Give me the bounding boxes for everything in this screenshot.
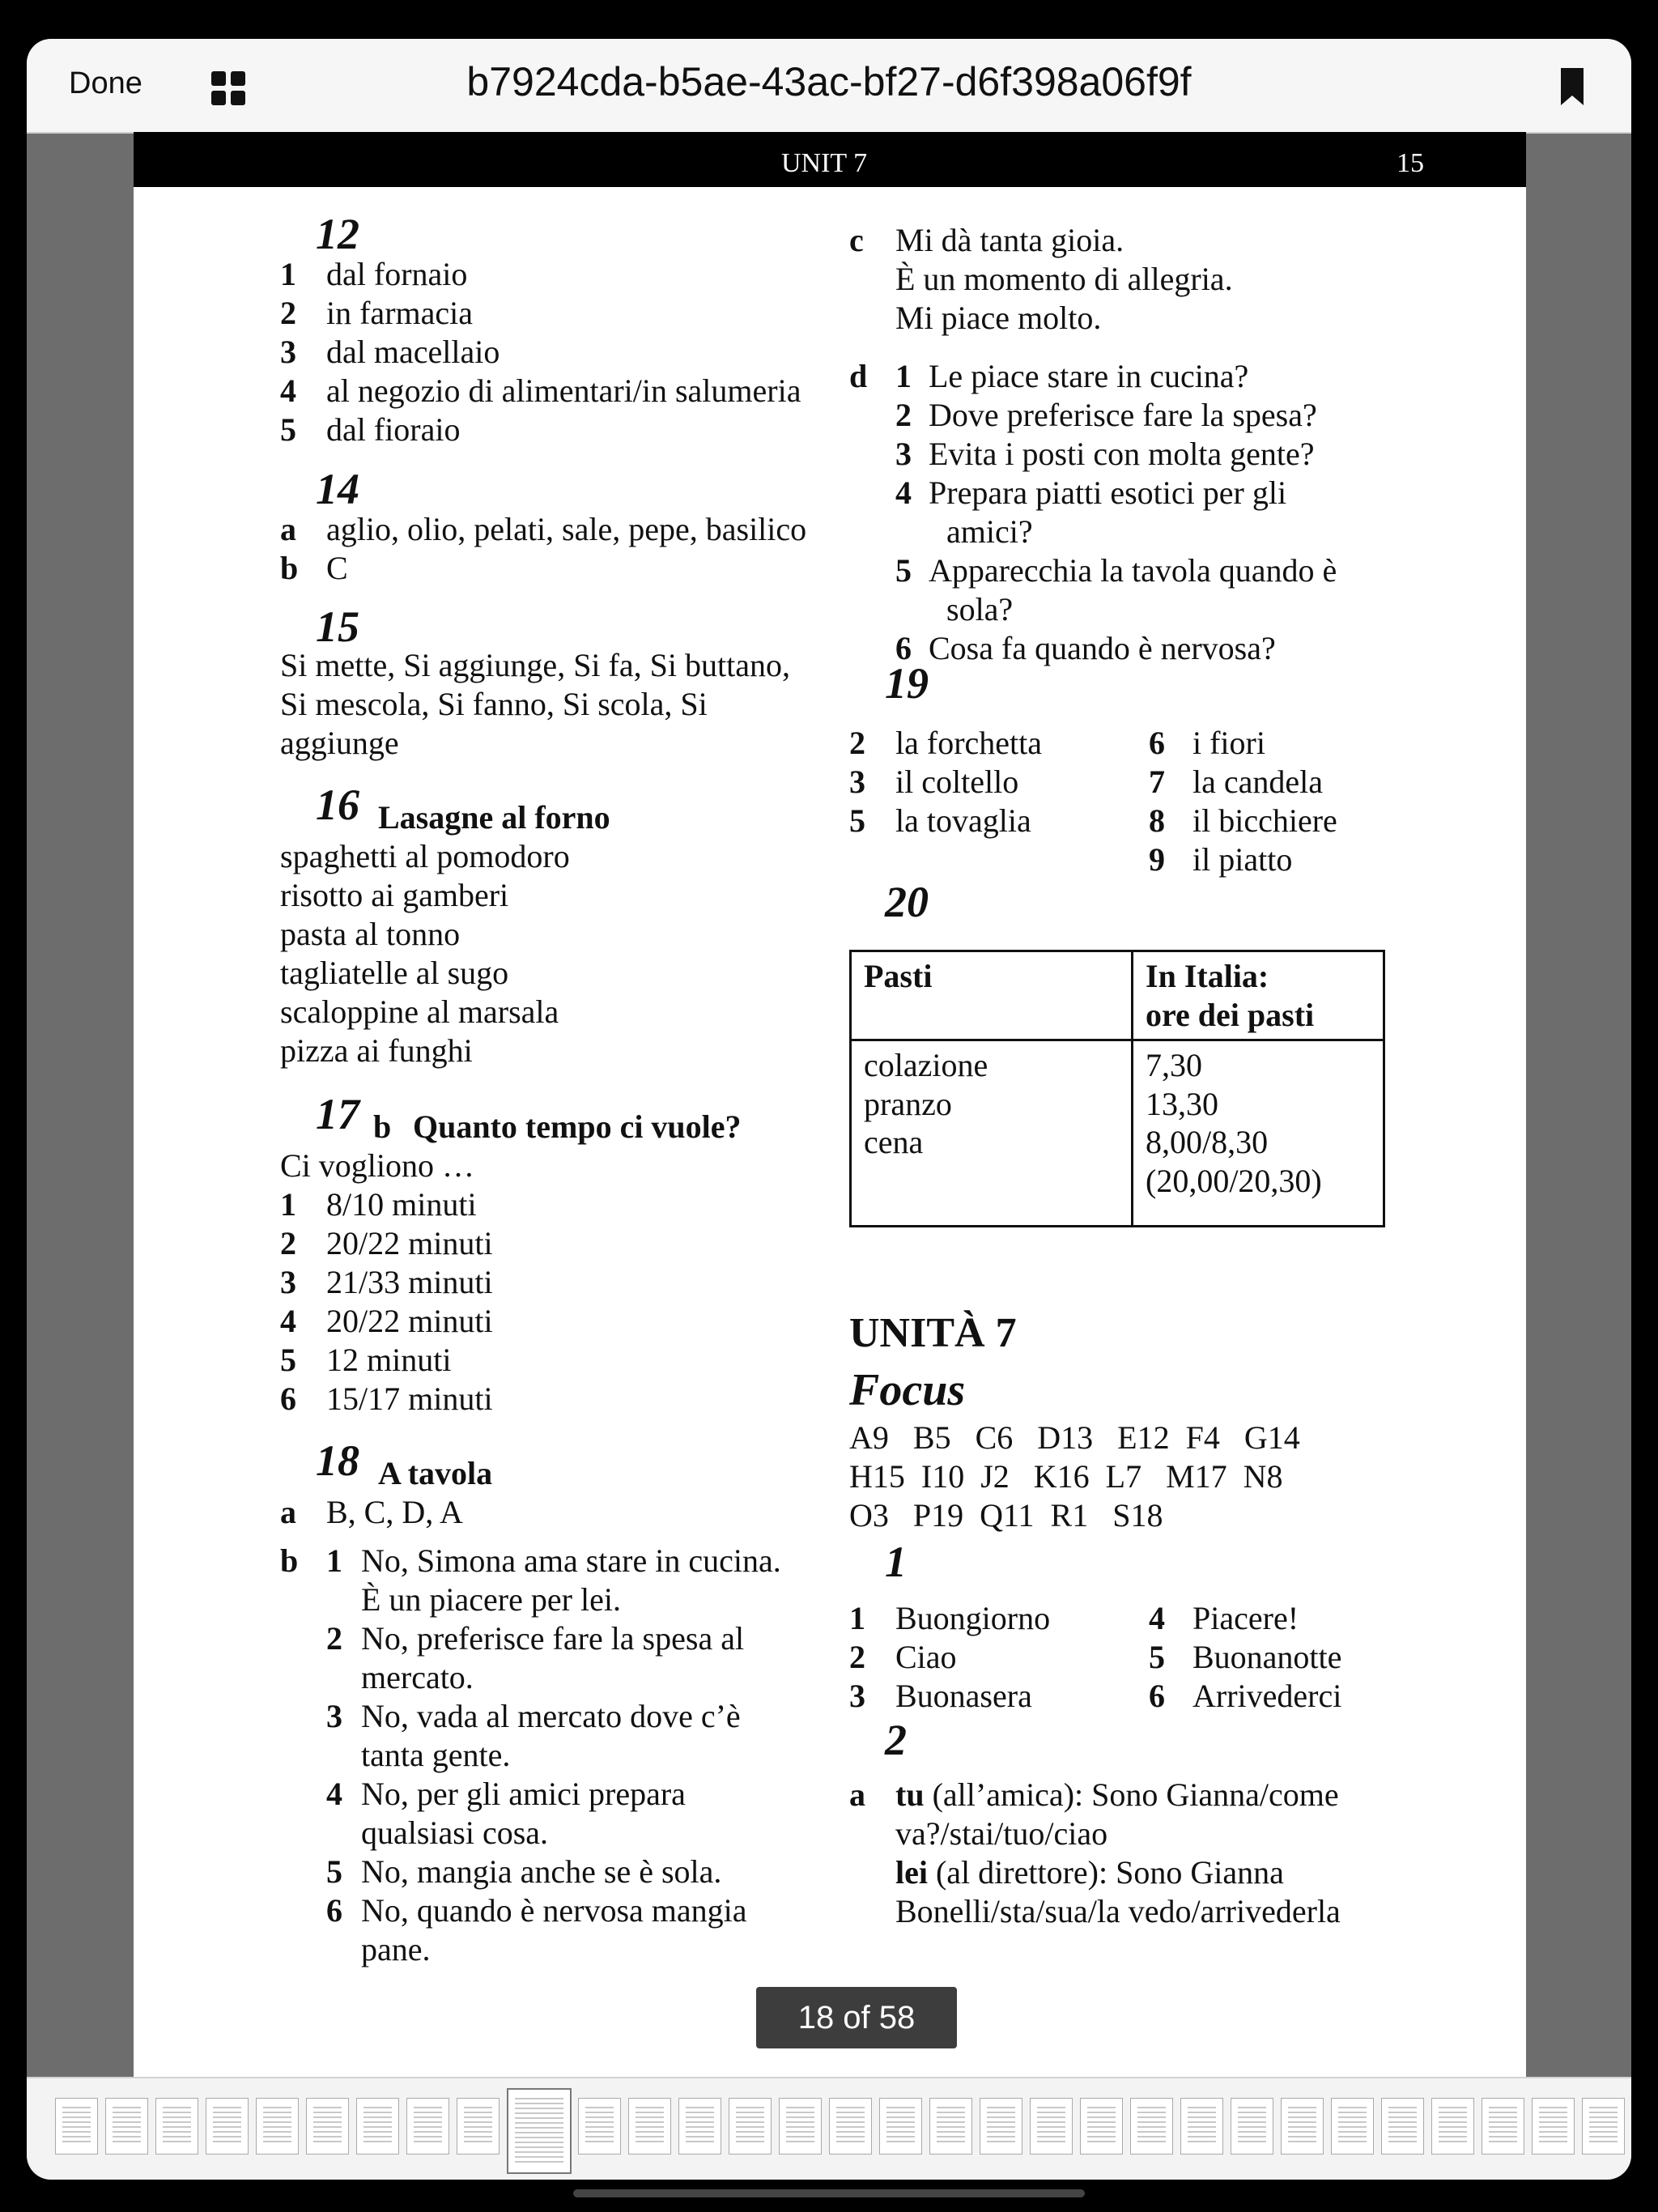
list-item-text: Le piace stare in cucina? (929, 358, 1249, 394)
list-item-text: il piatto (1192, 841, 1293, 878)
page-thumbnail[interactable] (457, 2098, 500, 2155)
focus-heading: Focus (849, 1365, 966, 1415)
list-item: 7 (1149, 764, 1165, 800)
page-thumbnail[interactable] (628, 2098, 671, 2155)
text-line: pizza ai funghi (280, 1032, 473, 1069)
text-line: Mi piace molto. (895, 300, 1102, 336)
list-item-text: No, preferisce fare la spesa al (361, 1620, 745, 1657)
section-title: Lasagne al forno (378, 799, 610, 836)
section-number: 19 (885, 659, 929, 708)
section-number: 15 (316, 602, 359, 651)
page-thumbnail[interactable] (729, 2098, 772, 2155)
list-item-text: 20/22 minuti (326, 1303, 493, 1339)
list-item: 5 (895, 552, 912, 589)
list-item-text: No, Simona ama stare in cucina. (361, 1542, 781, 1579)
list-item-text: Apparecchia la tavola quando è (929, 552, 1337, 589)
list-item: a (849, 1776, 865, 1813)
table-row (851, 1040, 1384, 1227)
page-thumbnail[interactable] (1281, 2098, 1324, 2155)
list-item: 3 (849, 1678, 865, 1714)
text-line: tagliatelle al sugo (280, 955, 509, 991)
list-item: 5 (280, 1342, 296, 1378)
list-item: 1 (280, 1186, 296, 1223)
list-item-text: Evita i posti con molta gente? (929, 436, 1315, 472)
list-item-text: il coltello (895, 764, 1019, 800)
text-line: Mi dà tanta gioia. (895, 222, 1124, 258)
list-item: 4 (280, 1303, 296, 1339)
page-thumbnail[interactable] (929, 2098, 972, 2155)
list-item: 6 (1149, 725, 1165, 761)
list-item-text: Buonanotte (1192, 1639, 1342, 1675)
page-thumbnail[interactable] (779, 2098, 822, 2155)
section-number: 20 (885, 878, 929, 926)
page-thumbnail-current[interactable] (507, 2088, 572, 2174)
list-item-text: la tovaglia (895, 802, 1031, 839)
page-thumbnail[interactable] (1080, 2098, 1123, 2155)
page-thumbnail[interactable] (1381, 2098, 1424, 2155)
list-item: 4 (326, 1776, 342, 1812)
section-sub-label: b (373, 1108, 392, 1145)
text-line: Si mescola, Si fanno, Si scola, Si (280, 686, 708, 722)
section-number: 2 (885, 1716, 907, 1764)
text-line: risotto ai gamberi (280, 877, 509, 913)
list-item: 1 (895, 358, 912, 394)
list-item: 2 (849, 725, 865, 761)
text-line: O3 P19 Q11 R1 S18 (849, 1497, 1163, 1534)
list-item-text: Dove preferisce fare la spesa? (929, 397, 1317, 433)
text-line: scaloppine al marsala (280, 993, 559, 1030)
list-item-text: C (326, 550, 348, 586)
section-number: 14 (316, 465, 359, 513)
page-indicator: 18 of 58 (756, 1987, 957, 2048)
page-thumbnail[interactable] (1482, 2098, 1524, 2155)
page-thumbnail[interactable] (1582, 2098, 1625, 2155)
list-item-text: al negozio di alimentari/in salumeria (326, 372, 801, 409)
list-item-text: Prepara piatti esotici per gli (929, 474, 1287, 511)
list-item: 5 (326, 1853, 342, 1890)
text-line: Si mette, Si aggiunge, Si fa, Si buttano, (280, 647, 790, 683)
header-unit: UNIT 7 (781, 148, 868, 178)
text-line: H15 I10 J2 K16 L7 M17 N8 (849, 1458, 1283, 1495)
list-item-text: Piacere! (1192, 1600, 1299, 1636)
list-item-text: Buonasera (895, 1678, 1032, 1714)
section-number: 12 (316, 210, 359, 258)
list-item: 5 (849, 802, 865, 839)
home-indicator[interactable] (573, 2189, 1085, 2197)
list-item: 5 (1149, 1639, 1165, 1675)
text-line: tu (all’amica): Sono Gianna/come (895, 1776, 1339, 1813)
page-thumbnail[interactable] (55, 2098, 98, 2155)
list-item: b (280, 550, 299, 586)
page-thumbnail[interactable] (105, 2098, 148, 2155)
list-item-text: la forchetta (895, 725, 1042, 761)
page-thumbnail[interactable] (1180, 2098, 1223, 2155)
table-header-pasti: Pasti (851, 951, 1133, 1040)
page-thumbnail[interactable] (1231, 2098, 1273, 2155)
section-number: 1 (885, 1538, 907, 1586)
list-item: 6 (280, 1380, 296, 1417)
section-number: 17 (316, 1090, 359, 1138)
page-thumbnail[interactable] (829, 2098, 872, 2155)
bookmark-icon[interactable] (1561, 68, 1584, 105)
page-thumbnail[interactable] (1130, 2098, 1173, 2155)
list-item: 1 (326, 1542, 342, 1579)
table-cell-times: 7,30 13,30 8,00/8,30 (20,00/20,30) (1133, 1040, 1384, 1227)
list-item-text: in farmacia (326, 295, 473, 331)
list-item: c (849, 222, 864, 258)
page-thumbnail[interactable] (206, 2098, 249, 2155)
header-page-number: 15 (1397, 148, 1424, 178)
list-item: a (280, 511, 296, 547)
page-thumbnail[interactable] (155, 2098, 198, 2155)
document-page (134, 132, 1526, 2120)
list-item: 3 (849, 764, 865, 800)
list-item-text: pane. (361, 1931, 431, 1967)
top-toolbar (27, 39, 1631, 134)
list-item: 4 (280, 372, 296, 409)
list-item-text: tanta gente. (361, 1737, 511, 1773)
list-item: 1 (849, 1600, 865, 1636)
text-line: È un momento di allegria. (895, 261, 1233, 297)
thumbnail-strip[interactable] (27, 2077, 1631, 2180)
page-header-bar (134, 132, 1526, 187)
text-line: aggiunge (280, 725, 399, 761)
page-thumbnail[interactable] (406, 2098, 449, 2155)
list-item-text: No, quando è nervosa mangia (361, 1892, 747, 1929)
list-item: 3 (895, 436, 912, 472)
unit-heading: UNITÀ 7 (849, 1310, 1017, 1356)
list-item: b (280, 1542, 299, 1579)
list-item: 2 (280, 295, 296, 331)
list-item: 3 (326, 1698, 342, 1734)
list-item-text: Buongiorno (895, 1600, 1051, 1636)
list-item-text: 8/10 minuti (326, 1186, 477, 1223)
list-item: 4 (1149, 1600, 1165, 1636)
meal-times-table (849, 950, 1385, 1227)
table-cell-meals: colazione pranzo cena (851, 1040, 1133, 1227)
list-item-text: aglio, olio, pelati, sale, pepe, basilico (326, 511, 807, 547)
list-item-text: dal fioraio (326, 411, 461, 448)
list-item: 9 (1149, 841, 1165, 878)
text-line: A9 B5 C6 D13 E12 F4 G14 (849, 1419, 1300, 1456)
text-line: Bonelli/sta/sua/la vedo/arrivederla (895, 1893, 1341, 1929)
list-item: 6 (1149, 1678, 1165, 1714)
text-line: va?/stai/tuo/ciao (895, 1815, 1108, 1852)
list-item-text: Cosa fa quando è nervosa? (929, 630, 1276, 666)
list-item-text: Ciao (895, 1639, 957, 1675)
list-item: d (849, 358, 868, 394)
page-thumbnail[interactable] (1532, 2098, 1575, 2155)
text-line: lei (al direttore): Sono Gianna (895, 1854, 1284, 1891)
page-thumbnail[interactable] (980, 2098, 1022, 2155)
list-item: 6 (895, 630, 912, 666)
list-item: 3 (280, 1264, 296, 1300)
list-item-text: il bicchiere (1192, 802, 1337, 839)
page-thumbnail[interactable] (1431, 2098, 1474, 2155)
section-number: 18 (316, 1436, 359, 1485)
list-item-text: No, per gli amici prepara (361, 1776, 686, 1812)
list-item: 2 (280, 1225, 296, 1261)
section-title: A tavola (378, 1455, 493, 1491)
list-item-text: i fiori (1192, 725, 1265, 761)
list-item-text: sola? (946, 591, 1014, 627)
done-button[interactable]: Done (69, 66, 142, 100)
table-header-orari: In Italia: ore dei pasti (1133, 951, 1384, 1040)
section-number: 16 (316, 781, 359, 829)
page-thumbnail[interactable] (306, 2098, 349, 2155)
list-item: 1 (280, 256, 296, 292)
list-item: 2 (849, 1639, 865, 1675)
page-thumbnail[interactable] (578, 2098, 621, 2155)
text-line: Ci vogliono … (280, 1147, 475, 1184)
list-item-text: amici? (946, 513, 1033, 550)
list-item: 3 (280, 334, 296, 370)
page-thumbnail[interactable] (678, 2098, 721, 2155)
list-item-text: 20/22 minuti (326, 1225, 493, 1261)
page-thumbnail[interactable] (1331, 2098, 1374, 2155)
list-item: 5 (280, 411, 296, 448)
page-thumbnail[interactable] (256, 2098, 299, 2155)
list-item-text: 15/17 minuti (326, 1380, 493, 1417)
list-item-text: Arrivederci (1192, 1678, 1342, 1714)
list-item-text: dal macellaio (326, 334, 500, 370)
list-item: a (280, 1494, 296, 1530)
list-item-text: No, mangia anche se è sola. (361, 1853, 722, 1890)
list-item: 2 (895, 397, 912, 433)
list-item-text: 12 minuti (326, 1342, 452, 1378)
list-item-text: È un piacere per lei. (361, 1581, 621, 1618)
page-thumbnail[interactable] (356, 2098, 399, 2155)
list-item-text: No, vada al mercato dove c’è (361, 1698, 741, 1734)
list-item-text: 21/33 minuti (326, 1264, 493, 1300)
page-thumbnail[interactable] (879, 2098, 922, 2155)
list-item-text: B, C, D, A (326, 1494, 463, 1530)
text-line: pasta al tonno (280, 916, 461, 952)
list-item: 4 (895, 474, 912, 511)
list-item-text: dal fornaio (326, 256, 468, 292)
page-thumbnail[interactable] (1030, 2098, 1073, 2155)
section-title: Quanto tempo ci vuole? (413, 1108, 742, 1145)
list-item-text: la candela (1192, 764, 1323, 800)
list-item: 8 (1149, 802, 1165, 839)
screen (27, 39, 1631, 2180)
document-title: b7924cda-b5ae-43ac-bf27-d6f398a06f9f (466, 59, 1192, 104)
list-item-text: mercato. (361, 1659, 474, 1695)
list-item: 2 (326, 1620, 342, 1657)
list-item: 6 (326, 1892, 342, 1929)
list-item-text: qualsiasi cosa. (361, 1814, 549, 1851)
text-line: spaghetti al pomodoro (280, 838, 570, 874)
